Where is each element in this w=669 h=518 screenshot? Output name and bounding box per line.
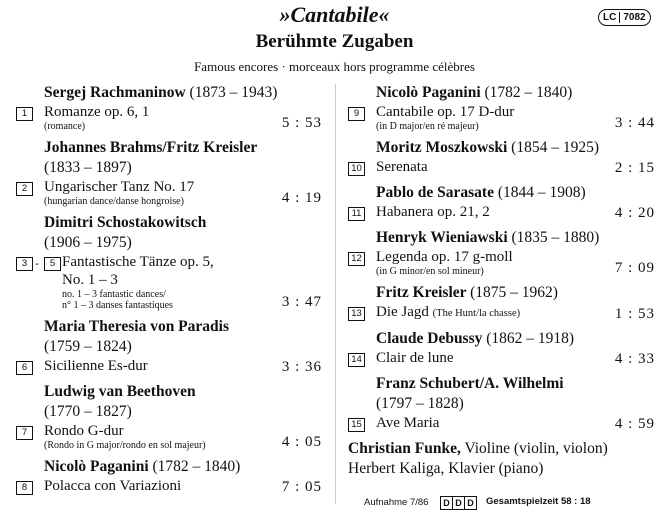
track-translation: (romance) bbox=[44, 121, 86, 132]
track-translation: (in D major/en ré majeur) bbox=[376, 121, 479, 132]
track-row bbox=[16, 178, 322, 207]
track-duration: 4 : 33 bbox=[614, 351, 655, 367]
ddd-code bbox=[440, 496, 476, 510]
composer: Nicolò Paganini (1782 – 1840) bbox=[376, 84, 573, 101]
track-duration: 3 : 44 bbox=[614, 115, 655, 131]
track-row bbox=[348, 158, 655, 177]
subtitle-translations: Famous encores · morceaux hors programme célèbres bbox=[194, 59, 475, 74]
composer-dates: (1759 – 1824) bbox=[44, 338, 132, 355]
label-code-prefix: LC bbox=[603, 12, 620, 23]
total-playing-time: Gesamtspielzeit 58 : 18 bbox=[486, 496, 591, 507]
track-duration: 4 : 20 bbox=[614, 205, 655, 221]
track-title: Fantastische Tänze op. 5, bbox=[62, 254, 214, 270]
label-code: 7082 bbox=[623, 12, 646, 23]
track-title: Clair de lune bbox=[376, 350, 454, 366]
composer: Moritz Moszkowski (1854 – 1925) bbox=[376, 139, 599, 156]
composer: Dimitri Schostakowitsch bbox=[44, 214, 207, 231]
album-subtitle: Berühmte Zugaben bbox=[255, 31, 414, 52]
track-number-end: 5 bbox=[44, 257, 61, 271]
ddd-letter: D bbox=[440, 496, 453, 510]
track-title: Habanera op. 21, 2 bbox=[376, 204, 490, 220]
track-number: 6 bbox=[16, 361, 33, 375]
tracklist-left bbox=[16, 83, 322, 496]
track-title: Ungarischer Tanz No. 17 bbox=[44, 179, 195, 195]
track-translation: (hungarian dance/danse hongroise) bbox=[44, 196, 184, 207]
composer: Johannes Brahms/Fritz Kreisler bbox=[44, 139, 258, 156]
track-title: Cantabile op. 17 D-dur bbox=[376, 104, 515, 120]
album-title: »Cantabile« bbox=[279, 2, 390, 27]
track-number: 2 bbox=[16, 182, 33, 196]
track-duration: 7 : 05 bbox=[281, 479, 322, 495]
track-title: Ave Maria bbox=[376, 415, 440, 431]
track-title: Sicilienne Es-dur bbox=[44, 358, 148, 374]
composer: Franz Schubert/A. Wilhelmi bbox=[376, 375, 564, 392]
track-translation: (The Hunt/la chasse) bbox=[432, 308, 521, 319]
track-translation: (in G minor/en sol mineur) bbox=[376, 266, 484, 277]
composer: Sergej Rachmaninow (1873 – 1943) bbox=[44, 84, 278, 101]
track-duration: 3 : 47 bbox=[281, 294, 322, 310]
label-code-badge bbox=[598, 9, 651, 26]
track-duration: 4 : 05 bbox=[281, 434, 322, 450]
track-duration: 1 : 53 bbox=[614, 306, 655, 322]
track-row bbox=[348, 203, 655, 222]
composer: Claude Debussy (1862 – 1918) bbox=[376, 330, 575, 347]
track-translation: (Rondo in G major/rondo en sol majeur) bbox=[44, 440, 206, 451]
track-row bbox=[348, 103, 655, 132]
track-duration: 4 : 19 bbox=[281, 190, 322, 206]
track-row bbox=[16, 477, 322, 496]
ddd-letter: D bbox=[464, 496, 477, 510]
track-row bbox=[348, 349, 655, 368]
track-title: Die Jagd (The Hunt/la chasse) bbox=[376, 304, 521, 320]
track-number: 7 bbox=[16, 426, 33, 440]
composer-dates: (1906 – 1975) bbox=[44, 234, 132, 251]
track-row bbox=[16, 357, 322, 376]
track-number: 9 bbox=[348, 107, 365, 121]
composer: Fritz Kreisler (1875 – 1962) bbox=[376, 284, 558, 301]
track-row bbox=[348, 303, 655, 323]
composer: Nicolò Paganini (1782 – 1840) bbox=[44, 458, 241, 475]
track-duration: 7 : 09 bbox=[614, 260, 655, 276]
track-number: 8 bbox=[16, 481, 33, 495]
composer: Pablo de Sarasate (1844 – 1908) bbox=[376, 184, 586, 201]
composer: Ludwig van Beethoven bbox=[44, 383, 196, 400]
track-duration: 4 : 59 bbox=[614, 416, 655, 432]
track-translation: no. 1 – 3 fantastic dances/ bbox=[62, 289, 166, 300]
track-title-cont: No. 1 – 3 bbox=[62, 272, 118, 288]
track-range-dash: - bbox=[35, 256, 39, 270]
performer-piano: Herbert Kaliga, Klavier (piano) bbox=[348, 460, 544, 477]
composer-dates: (1797 – 1828) bbox=[376, 395, 464, 412]
performer-violin: Christian Funke, Violine (violin, violon) bbox=[348, 440, 608, 457]
track-duration: 3 : 36 bbox=[281, 359, 322, 375]
fold-divider bbox=[335, 84, 336, 504]
track-number: 10 bbox=[348, 162, 365, 176]
track-duration: 2 : 15 bbox=[614, 160, 655, 176]
track-number: 13 bbox=[348, 307, 365, 321]
track-title: Rondo G-dur bbox=[44, 423, 124, 439]
track-number: 1 bbox=[16, 107, 33, 121]
composer: Maria Theresia von Paradis bbox=[44, 318, 229, 335]
composer-dates: (1770 – 1827) bbox=[44, 403, 132, 420]
track-row bbox=[348, 414, 655, 433]
track-number: 11 bbox=[348, 207, 365, 221]
composer: Henryk Wieniawski (1835 – 1880) bbox=[376, 229, 600, 246]
track-row bbox=[16, 422, 322, 451]
track-title: Serenata bbox=[376, 159, 428, 175]
tracklist-right bbox=[348, 83, 655, 479]
track-title: Romanze op. 6, 1 bbox=[44, 104, 150, 120]
track-number: 12 bbox=[348, 252, 365, 266]
track-row bbox=[16, 253, 322, 311]
track-title: Legenda op. 17 g-moll bbox=[376, 249, 513, 265]
track-number: 3 bbox=[16, 257, 33, 271]
recording-date: Aufnahme 7/86 bbox=[364, 497, 429, 508]
track-title: Polacca con Variazioni bbox=[44, 478, 182, 494]
track-row bbox=[348, 248, 655, 277]
composer-dates: (1833 – 1897) bbox=[44, 159, 132, 176]
ddd-letter: D bbox=[452, 496, 465, 510]
track-number: 14 bbox=[348, 353, 365, 367]
track-row bbox=[16, 103, 322, 132]
track-number: 15 bbox=[348, 418, 365, 432]
track-translation-fr: n° 1 – 3 danses fantastiques bbox=[62, 300, 173, 311]
track-duration: 5 : 53 bbox=[281, 115, 322, 131]
